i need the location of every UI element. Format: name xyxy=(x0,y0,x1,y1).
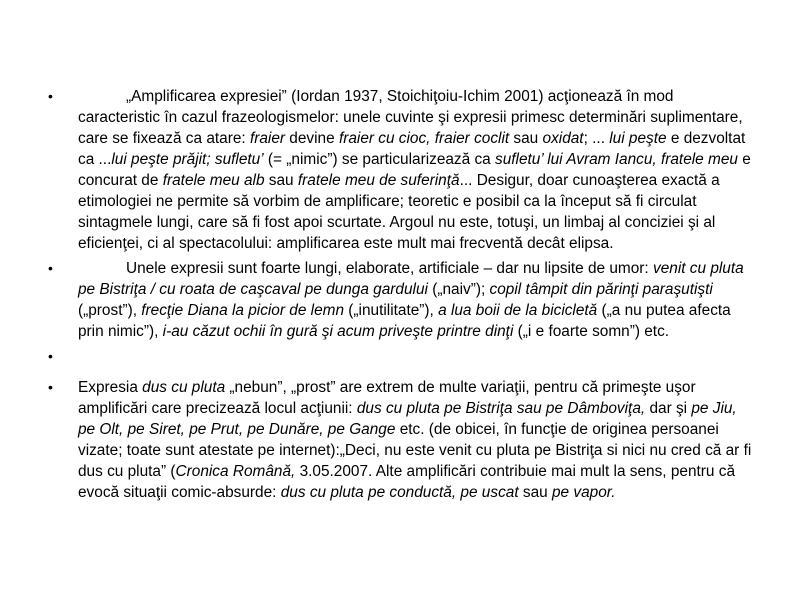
bullet-item-expresii-lungi xyxy=(48,258,758,342)
text-run: sau xyxy=(509,130,543,147)
italic-term: fratele meu de suferinţă xyxy=(297,172,460,189)
text-run: („prost”), xyxy=(78,302,142,319)
text-run: Unele expresii sunt foarte lungi, elaborate, artificiale – dar nu lipsite de umor: xyxy=(126,260,653,277)
bullet-dot-icon: • xyxy=(48,348,53,364)
text-run: ... Desigur, doar cunoaşterea exactă a etimologiei ne permite să vorbim de amplificare; teoretic e posibil ca la început să fi circulat sintagmele lungi, care să fi fost apoi scurtate. Argoul nu este, totuşi, un limbaj al conciziei şi al eficienţei, ci al spectacolului: amplificarea este mult mai frecventă decât elipsa. xyxy=(78,172,720,252)
italic-term: frecţie Diana la picior de lemn xyxy=(141,302,345,319)
italic-term: dus cu pluta pe Bistriţa sau pe Dâmboviţa, xyxy=(356,400,646,417)
text-run: devine xyxy=(285,130,339,147)
text-run: 3.05.2007. Alte amplificări contribuie mai mult la sens, pentru că evocă situaţii comic-absurde: xyxy=(78,463,736,501)
text-run: e concurat de xyxy=(78,151,751,189)
italic-term: oxidat xyxy=(542,130,584,147)
italic-term: fraier xyxy=(249,130,286,147)
text-run: dar şi xyxy=(645,400,692,417)
italic-term: sufletu’ lui Avram Iancu, fratele meu xyxy=(495,151,738,168)
text-run: („i e foarte somn”) etc. xyxy=(513,323,670,340)
bullet-item-empty xyxy=(48,346,758,367)
italic-term: lui peşte prăjit; sufletu’ xyxy=(111,151,264,168)
bullet-dot-icon: • xyxy=(48,379,53,395)
bullet-dot-icon: • xyxy=(48,260,53,276)
italic-term: Cronica Română, xyxy=(175,463,296,480)
italic-term: a lua boii de la bicicletă xyxy=(438,302,598,319)
italic-term: pe Jiu, pe Olt, pe Siret, pe Prut, pe Dunăre, pe Gange xyxy=(78,400,737,438)
italic-term: pe vapor. xyxy=(551,484,616,501)
bullet-dot-icon: • xyxy=(48,88,53,104)
text-run: e dezvoltat ca ... xyxy=(78,130,746,168)
text-run: „Amplificarea expresiei” (Iordan 1937, Stoichiţoiu-Ichim 2001) acţionează în mod caracteristic în cazul frazeologismelor: unele cuvinte şi expresii primesc determinări suplimentare, care se fixează ca atare: xyxy=(78,88,743,147)
italic-term: venit cu pluta pe Bistriţa / cu roata de caşcaval pe dunga gardului xyxy=(78,260,744,298)
bullet-list xyxy=(48,86,758,507)
text-run: sau xyxy=(264,172,298,189)
text-run: ; ... xyxy=(583,130,610,147)
italic-term: fratele meu alb xyxy=(162,172,265,189)
italic-term: lui peşte xyxy=(609,130,667,147)
italic-term: copil tâmpit din părinţi paraşutişti xyxy=(489,281,713,298)
text-run: (= „nimic”) se particularizează ca xyxy=(263,151,495,168)
text-run: („naiv”); xyxy=(427,281,490,298)
italic-term: dus cu pluta xyxy=(142,379,226,396)
text-run: Expresia xyxy=(78,379,143,396)
text-run: („inutilitate”), xyxy=(344,302,439,319)
italic-term: fraier cu cioc, fraier coclit xyxy=(338,130,510,147)
text-run: sau xyxy=(518,484,552,501)
text-run: etc. (de obicei, în funcţie de originea persoanei vizate; toate sunt atestate pe internet):„Deci, nu este venit cu pluta pe Bistriţa si nici nu cred că ar fi dus cu pluta” ( xyxy=(78,421,752,480)
text-run: „nebun”, „prost” are extrem de multe variaţii, pentru că primeşte uşor amplificări care precizează locul acţiunii: xyxy=(78,379,696,417)
text-run: („a nu putea afecta prin nimic”), xyxy=(78,302,731,340)
italic-term: i-au căzut ochii în gură şi acum priveşte printre dinţi xyxy=(162,323,514,340)
bullet-item-dus-cu-pluta xyxy=(48,377,758,503)
italic-term: dus cu pluta pe conductă, pe uscat xyxy=(280,484,519,501)
bullet-item-amplificarea xyxy=(48,86,758,254)
